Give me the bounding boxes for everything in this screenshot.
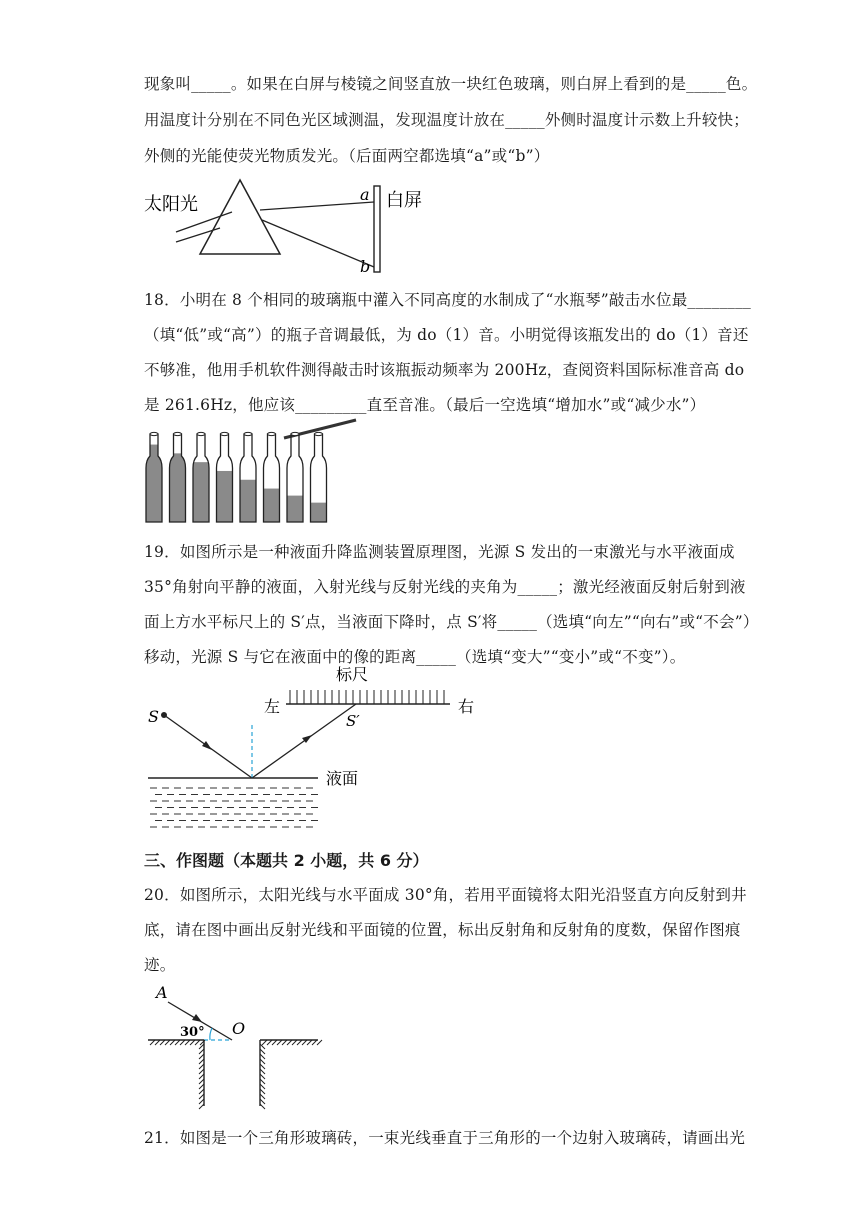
- q20-line-1: 20．如图所示，太阳光线与水平面成 30°角，若用平面镜将太阳光沿竖直方向反射到井: [144, 886, 747, 904]
- label-S-prime: S′: [346, 712, 360, 730]
- prism: [200, 180, 280, 254]
- prism-figure: [140, 172, 440, 282]
- right-label: 右: [458, 697, 475, 716]
- q17-line-1: 现象叫_____。如果在白屏与棱镜之间竖直放一块红色玻璃，则白屏上看到的是_____色。: [144, 75, 758, 93]
- bottle-water: [311, 503, 327, 522]
- label-a: a: [360, 185, 370, 204]
- q18-line-3: 不够准，他用手机软件测得敲击时该瓶振动频率为 200Hz，查阅资料国际标准音高 do: [144, 361, 745, 379]
- bottle: [287, 432, 303, 522]
- section-heading: 三、作图题（本题共 2 小题，共 6 分）: [144, 851, 429, 870]
- well-figure: [140, 978, 340, 1108]
- bottle-water: [217, 471, 233, 522]
- left-label: 左: [264, 697, 281, 716]
- q17-line-2: 用温度计分别在不同色光区域测温，发现温度计放在_____外侧时温度计示数上升较快；: [144, 111, 749, 129]
- bottle: [264, 432, 280, 522]
- bottle-water: [146, 445, 162, 522]
- q20-line-2: 底，请在图中画出反射光线和平面镜的位置，标出反射角和反射角的度数，保留作图痕: [144, 921, 741, 939]
- q19-line-4: 移动，光源 S 与它在液面中的像的距离_____（选填“变大”“变小”或“不变”）。: [144, 648, 686, 666]
- surface-label: 液面: [326, 769, 359, 788]
- label-S: S: [148, 707, 159, 726]
- q18-line-2: （填“低”或“高”）的瓶子音调最低，为 do（1）音。小明觉得该瓶发出的 do（1）音还: [144, 326, 749, 344]
- bottle: [193, 432, 209, 522]
- q17-line-3: 外侧的光能使荧光物质发光。（后面两空都选填“a”或“b”）: [144, 147, 550, 165]
- q19-line-2: 35°角射向平静的液面，入射光线与反射光线的夹角为_____；激光经液面反射后射到液: [144, 578, 746, 596]
- bottle-water: [240, 480, 256, 522]
- q19-line-1: 19．如图所示是一种液面升降监测装置原理图，光源 S 发出的一束激光与水平液面成: [144, 543, 735, 561]
- q20-line-3: 迹。: [144, 956, 176, 974]
- bottle: [146, 432, 162, 522]
- bottle: [311, 432, 327, 522]
- label-b: b: [360, 257, 371, 276]
- label-O: O: [232, 1019, 246, 1038]
- bottles-figure: [140, 416, 370, 526]
- bottle-water: [264, 489, 280, 522]
- bottle: [217, 432, 233, 522]
- sun-label: 太阳光: [144, 194, 198, 215]
- screen-label: 白屏: [386, 190, 422, 211]
- liquid-level-figure: [140, 660, 500, 830]
- q21-line-1: 21．如图是一个三角形玻璃砖，一束光线垂直于三角形的一个边射入玻璃砖，请画出光: [144, 1129, 746, 1147]
- bottle-water: [287, 496, 303, 522]
- bottle-water: [170, 453, 186, 522]
- bottle: [240, 432, 256, 522]
- white-screen: [374, 186, 380, 272]
- q19-line-3: 面上方水平标尺上的 S′点，当液面下降时，点 S′将_____（选填“向左”“向右”或“不会”）: [144, 613, 759, 631]
- angle-label: 30°: [180, 1025, 205, 1040]
- ruler-label: 标尺: [336, 665, 369, 684]
- q18-line-1: 18．小明在 8 个相同的玻璃瓶中灌入不同高度的水制成了“水瓶琴”敲击水位最________: [144, 291, 751, 309]
- q18-line-4: 是 261.6Hz，他应该_________直至音准。（最后一空选填“增加水”或“减少水”）: [144, 396, 706, 414]
- bottle: [170, 432, 186, 522]
- label-A: A: [156, 983, 168, 1002]
- bottle-water: [193, 462, 209, 522]
